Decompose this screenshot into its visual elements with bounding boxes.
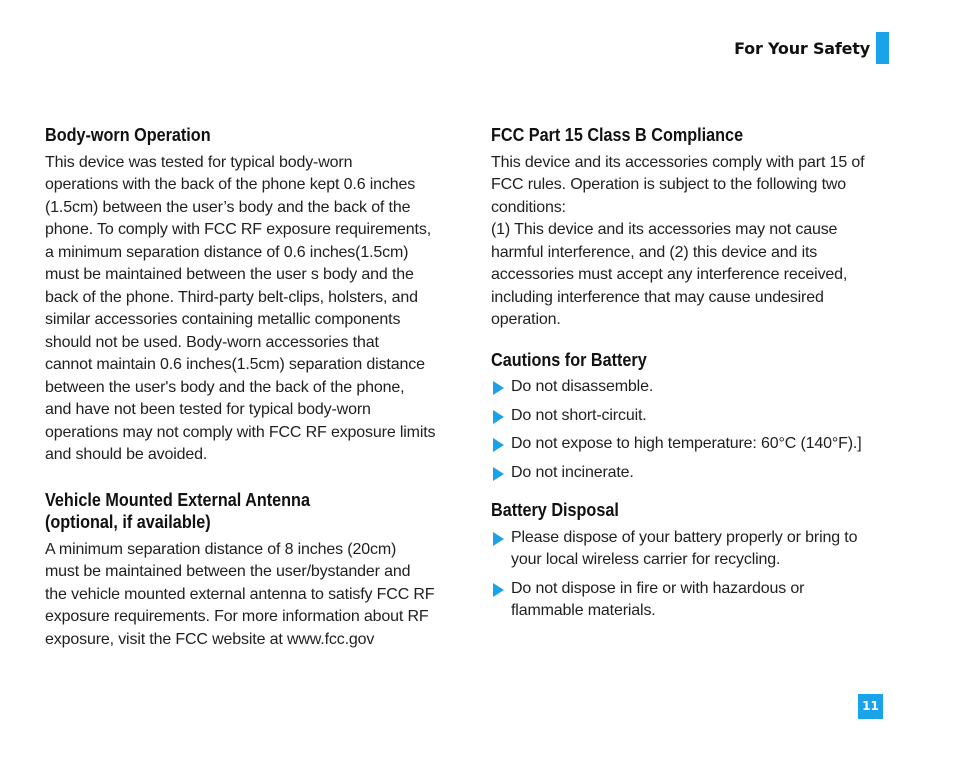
text-line: FCC rules. Operation is subject to the following two <box>491 176 847 193</box>
text-line: must be maintained between the user/bystander and <box>45 563 411 580</box>
text-line: harmful interference, and (2) this device and its <box>491 243 818 261</box>
text-line: This device was tested for typical body-worn <box>45 153 353 171</box>
list-item-text: Do not short-circuit. <box>511 406 647 424</box>
triangle-bullet-icon <box>493 467 504 481</box>
text-line: (1.5cm) between the user’s body and the back of the <box>45 198 411 216</box>
triangle-bullet-icon <box>493 410 504 424</box>
cautions-battery-list <box>491 376 891 484</box>
text-line: Please dispose of your battery properly or bring to <box>511 528 858 546</box>
page-header <box>734 32 889 64</box>
section-vehicle-antenna <box>45 489 445 652</box>
list-item-text: Do not disassemble. <box>511 378 654 395</box>
vehicle-antenna-text <box>45 539 445 652</box>
text-line: between the user's body and the back of the phone, <box>45 378 405 396</box>
triangle-bullet-icon <box>493 438 504 452</box>
title-line: (optional, if available) <box>45 512 211 532</box>
text-line: conditions: <box>491 198 566 216</box>
text-line: a minimum separation distance of 0.6 inches(1.5cm) <box>45 243 409 261</box>
section-title-vehicle-antenna <box>45 489 405 534</box>
text-line: accessories must accept any interference received, <box>491 266 848 283</box>
text-line: Do not dispose in fire or with hazardous or <box>511 579 805 597</box>
text-line: including interference that may cause undesired <box>491 288 824 306</box>
section-battery-disposal <box>491 499 891 623</box>
text-line: exposure requirements. For more information about RF <box>45 608 429 625</box>
text-line: This device and its accessories comply with part 15 of <box>491 153 865 171</box>
list-item-text: Do not expose to high temperature: 60°C (140°F).] <box>511 435 862 452</box>
text-line: and should be avoided. <box>45 446 208 463</box>
text-line: operation. <box>491 311 561 328</box>
list-item-text: Do not incinerate. <box>511 463 634 481</box>
list-item-text <box>511 527 857 572</box>
left-column <box>45 124 445 651</box>
triangle-bullet-icon <box>493 583 504 597</box>
text-line: your local wireless carrier for recycling. <box>511 551 781 568</box>
text-line: the vehicle mounted external antenna to satisfy FCC RF <box>45 585 435 603</box>
text-line: flammable materials. <box>511 602 656 619</box>
text-line: should not be used. Body-worn accessories that <box>45 333 379 351</box>
right-column <box>491 124 891 629</box>
section-fcc-part15 <box>491 124 891 332</box>
page-number: 11 <box>858 694 883 719</box>
text-line: back of the phone. Third-party belt-clips, holsters, and <box>45 288 418 306</box>
header-accent-bar <box>876 32 889 64</box>
text-line: phone. To comply with FCC RF exposure requirements, <box>45 221 431 238</box>
text-line: must be maintained between the user s body and the <box>45 266 414 283</box>
list-item-text <box>511 578 804 623</box>
triangle-bullet-icon <box>493 532 504 546</box>
text-line: cannot maintain 0.6 inches(1.5cm) separation distance <box>45 356 425 373</box>
header-title: For Your Safety <box>734 38 870 58</box>
section-cautions-battery <box>491 349 891 485</box>
section-title-fcc-part15: FCC Part 15 Class B Compliance <box>491 125 744 145</box>
title-line: Vehicle Mounted External Antenna <box>45 489 310 510</box>
text-line: A minimum separation distance of 8 inches (20cm) <box>45 540 397 558</box>
list-item <box>491 462 891 485</box>
list-item <box>491 405 891 428</box>
body-worn-text <box>45 152 445 467</box>
section-title-cautions-battery: Cautions for Battery <box>491 349 647 370</box>
triangle-bullet-icon <box>493 381 504 395</box>
battery-disposal-list <box>491 527 891 623</box>
list-item <box>491 376 891 399</box>
section-title-battery-disposal: Battery Disposal <box>491 500 619 520</box>
text-line: and have not been tested for typical body-worn <box>45 401 371 418</box>
list-item <box>491 433 891 456</box>
list-item <box>491 578 891 623</box>
text-line: exposure, visit the FCC website at www.fcc.gov <box>45 630 375 648</box>
list-item <box>491 527 891 572</box>
text-line: operations with the back of the phone kept 0.6 inches <box>45 176 416 193</box>
text-line: operations may not comply with FCC RF exposure limits <box>45 423 436 441</box>
section-body-worn <box>45 124 445 467</box>
fcc-part15-text <box>491 152 891 332</box>
text-line: (1) This device and its accessories may not cause <box>491 221 838 238</box>
section-title-body-worn: Body-worn Operation <box>45 125 211 145</box>
text-line: similar accessories containing metallic components <box>45 311 401 328</box>
